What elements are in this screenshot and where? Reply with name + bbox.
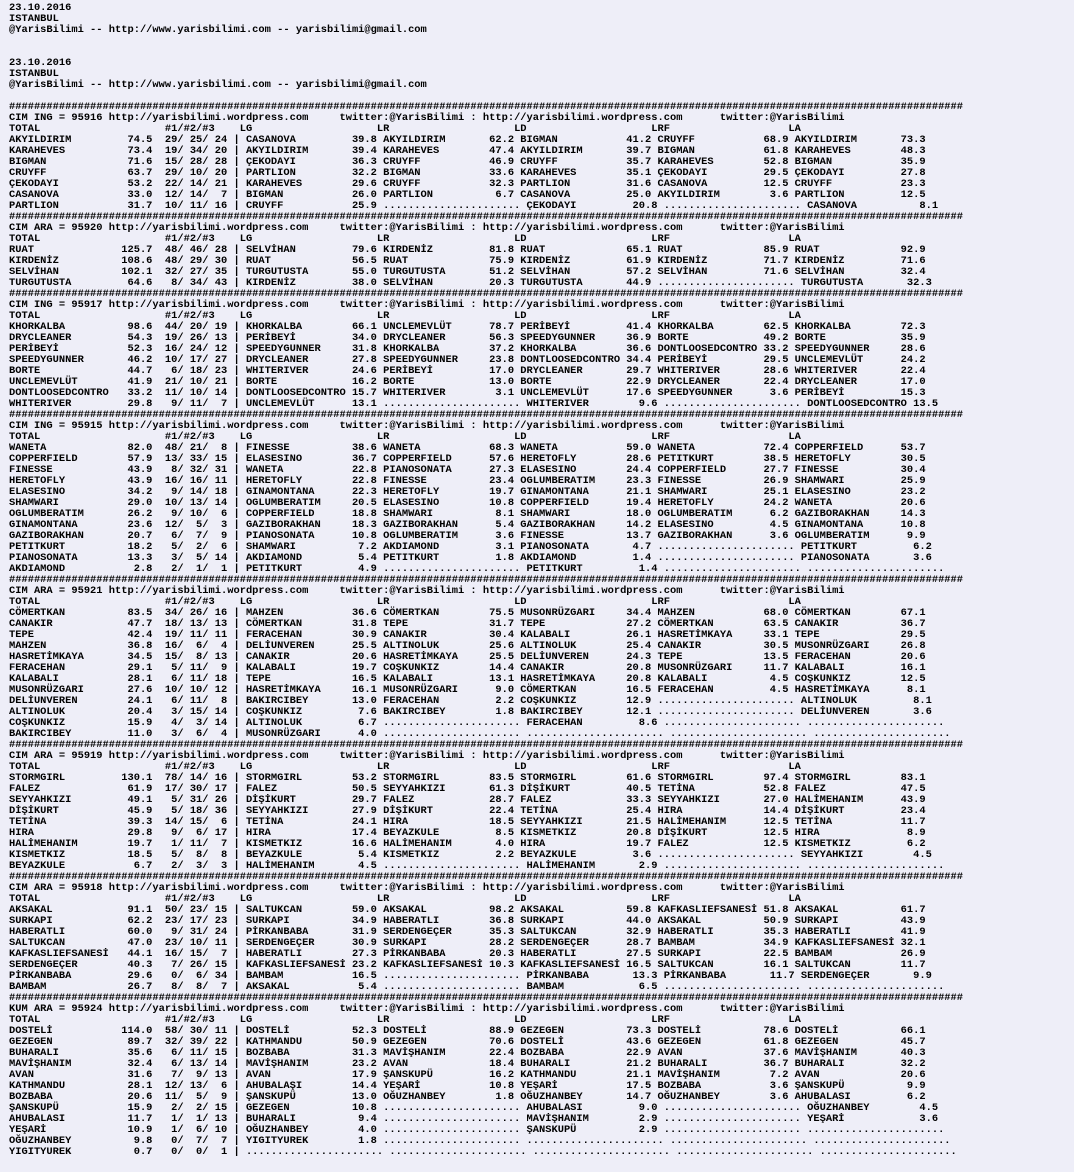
table-row: KIRDENİZ 108.6 48/ 29/ 30 | RUAT 56.5 RUAT 75.9 KIRDENİZ 61.9 KIRDENİZ 71.7 KIRDENİZ 71.6 — [9, 255, 926, 267]
table-row: YEŞARİ 10.9 1/ 6/ 10 | OĞUZHANBEY 4.0 ...................... ŞANSKUPÜ 2.9 ...................... ...................... — [9, 1124, 945, 1136]
table-row: UNCLEMEVLÜT 41.9 21/ 10/ 21 | BORTE 16.2 BORTE 13.0 BORTE 22.9 DRYCLEANER 22.4 DRYCLEANER 17.0 — [9, 376, 926, 388]
header-city: ISTANBUL — [9, 13, 59, 25]
race-block — [9, 212, 963, 289]
column-header: TOTAL #1/#2/#3 LG LR LD LRF LA — [9, 123, 801, 135]
table-row: HALİMEHANIM 19.7 1/ 11/ 7 | KISMETKIZ 16.6 HALİMEHANIM 4.0 HIRA 19.7 FALEZ 12.5 KISMETKIZ 6.2 — [9, 838, 926, 850]
table-row: HASRETİMKAYA 34.5 15/ 8/ 13 | CANAKIR 20.6 HASRETİMKAYA 25.5 DELİUNVEREN 24.3 TEPE 13.5 FERACEHAN 20.6 — [9, 651, 926, 663]
race-block — [9, 993, 963, 1158]
table-row: BAMBAM 26.7 8/ 8/ 7 | AKSAKAL 5.4 ...................... BAMBAM 6.5 ...................... ...................... — [9, 981, 945, 993]
table-row: HERETOFLY 43.9 16/ 16/ 11 | HERETOFLY 22.8 FINESSE 23.4 OGLUMBERATIM 23.3 FINESSE 26.9 SHAMWARI 25.9 — [9, 475, 926, 487]
race-blocks — [9, 102, 963, 1158]
table-row: ELASESINO 34.2 9/ 14/ 18 | GINAMONTANA 22.3 HERETOFLY 19.7 GINAMONTANA 21.1 SHAMWARI 25.1 ELASESINO 23.2 — [9, 486, 926, 498]
blank-line — [9, 36, 963, 47]
separator-line: ######################################################################################################################################################### — [9, 409, 964, 421]
header-date: 23.10.2016 — [9, 2, 72, 14]
table-row: SALTUKCAN 47.0 23/ 10/ 11 | SERDENGEÇER 30.9 SURKAPI 28.2 SERDENGEÇER 28.7 BAMBAM 34.9 KAFKASLIEFSANESİ 32.1 — [9, 937, 926, 949]
table-row: RUAT 125.7 48/ 46/ 28 | SELVİHAN 79.6 KIRDENİZ 81.8 RUAT 65.1 RUAT 85.9 RUAT 92.9 — [9, 244, 926, 256]
table-row: BIGMAN 71.6 15/ 28/ 28 | ÇEKODAYI 36.3 CRUYFF 46.9 CRUYFF 35.7 KARAHEVES 52.8 BIGMAN 35.9 — [9, 156, 926, 168]
race-title: CIM ARA = 95918 http://yarisbilimi.wordpress.com twitter:@YarisBilimi : http://yarisbilimi.wordpress.com twitter:@YarisBilimi — [9, 882, 845, 894]
blank-line — [9, 47, 963, 58]
table-row: BORTE 44.7 6/ 18/ 23 | WHITERIVER 24.6 PERİBEYİ 17.0 DRYCLEANER 29.7 WHITERIVER 28.6 WHITERIVER 22.4 — [9, 365, 926, 377]
table-row: DONTLOOSEDCONTRO 33.2 11/ 10/ 14 | DONTLOOSEDCONTRO 15.7 WHITERIVER 3.1 UNCLEMEVLÜT 17.6 SPEEDYGUNNER 3.6 PERİBEYİ 15.3 — [9, 387, 926, 399]
table-row: COŞKUNKIZ 15.9 4/ 3/ 14 | ALTINOLUK 6.7 ...................... FERACEHAN 8.6 ...................... ...................... — [9, 717, 945, 729]
table-row: SELVİHAN 102.1 32/ 27/ 35 | TURGUTUSTA 55.0 TURGUTUSTA 51.2 SELVİHAN 57.2 SELVİHAN 71.6 SELVİHAN 32.4 — [9, 266, 926, 278]
separator-line: ######################################################################################################################################################### — [9, 101, 964, 113]
table-row: WANETA 82.0 48/ 21/ 8 | FINESSE 38.6 WANETA 68.3 WANETA 59.0 WANETA 72.4 COPPERFIELD 53.7 — [9, 442, 926, 454]
table-row: AVAN 31.6 7/ 9/ 13 | AVAN 17.9 ŞANSKUPÜ 16.2 KATHMANDU 21.1 MAVİŞHANIM 7.2 AVAN 20.6 — [9, 1069, 926, 1081]
table-row: HABERATLI 60.0 9/ 31/ 24 | PİRKANBABA 31.9 SERDENGEÇER 35.3 SALTUKCAN 32.9 HABERATLI 35.3 HABERATLI 41.9 — [9, 926, 926, 938]
table-row: FERACEHAN 29.1 5/ 11/ 9 | KALABALI 19.7 COŞKUNKIZ 14.4 CANAKIR 20.8 MUSONRÜZGARI 11.7 KALABALI 16.1 — [9, 662, 926, 674]
table-row: TEPE 42.4 19/ 11/ 11 | FERACEHAN 30.9 CANAKIR 30.4 KALABALI 26.1 HASRETİMKAYA 33.1 TEPE 29.5 — [9, 629, 926, 641]
table-row: FINESSE 43.9 8/ 32/ 31 | WANETA 22.8 PIANOSONATA 27.3 ELASESINO 24.4 COPPERFIELD 27.7 FINESSE 30.4 — [9, 464, 926, 476]
table-row: GEZEGEN 89.7 32/ 39/ 22 | KATHMANDU 50.9 GEZEGEN 70.6 DOSTELİ 43.6 GEZEGEN 61.8 GEZEGEN 45.7 — [9, 1036, 926, 1048]
separator-line: ######################################################################################################################################################### — [9, 211, 964, 223]
table-row: PETITKURT 18.2 5/ 2/ 6 | SHAMWARI 7.2 AKDIAMOND 3.1 PIANOSONATA 4.7 ...................... PETITKURT 6.2 — [9, 541, 932, 553]
separator-line: ######################################################################################################################################################### — [9, 871, 964, 883]
table-row: KAFKASLIEFSANESİ 44.1 16/ 15/ 7 | HABERATLI 27.3 PİRKANBABA 20.3 HABERATLI 27.5 SURKAPI 22.5 BAMBAM 26.9 — [9, 948, 926, 960]
column-header: TOTAL #1/#2/#3 LG LR LD LRF LA — [9, 1014, 801, 1026]
column-header: TOTAL #1/#2/#3 LG LR LD LRF LA — [9, 596, 801, 608]
race-block — [9, 872, 963, 993]
table-row: FALEZ 61.9 17/ 30/ 17 | FALEZ 50.5 SEYYAHKIZI 61.3 DİŞİKURT 40.5 TETİNA 52.8 FALEZ 47.5 — [9, 783, 926, 795]
table-row: PİRKANBABA 29.6 0/ 6/ 34 | BAMBAM 16.5 ...................... PİRKANBABA 13.3 PİRKANBABA 11.7 SERDENGEÇER 9.9 — [9, 970, 932, 982]
table-row: CRUYFF 63.7 29/ 10/ 20 | PARTLION 32.2 BIGMAN 33.6 KARAHEVES 35.1 ÇEKODAYI 29.5 ÇEKODAYI 27.8 — [9, 167, 926, 179]
table-row: CASANOVA 33.0 12/ 14/ 7 | BIGMAN 26.0 PARTLION 6.7 CASANOVA 25.0 AKYILDIRIM 3.6 PARTLION 12.5 — [9, 189, 926, 201]
table-row: KARAHEVES 73.4 19/ 34/ 20 | AKYILDIRIM 39.4 KARAHEVES 47.4 AKYILDIRIM 39.7 BIGMAN 61.8 KARAHEVES 48.3 — [9, 145, 926, 157]
table-row: TETİNA 39.3 14/ 15/ 6 | TETİNA 24.1 HIRA 18.5 SEYYAHKIZI 21.5 HALİMEHANIM 12.5 TETİNA 11.7 — [9, 816, 926, 828]
header-contact: @YarisBilimi -- http://www.yarisbilimi.com -- yarisbilimi@gmail.com — [9, 79, 427, 91]
table-row: KATHMANDU 28.1 12/ 13/ 6 | AHUBALAŞI 14.4 YEŞARİ 10.8 YEŞARİ 17.5 BOZBABA 3.6 ŞANSKUPÜ 9.9 — [9, 1080, 926, 1092]
column-header: TOTAL #1/#2/#3 LG LR LD LRF LA — [9, 761, 801, 773]
race-title: CIM ARA = 95919 http://yarisbilimi.wordpress.com twitter:@YarisBilimi : http://yarisbilimi.wordpress.com twitter:@YarisBilimi — [9, 750, 845, 762]
table-row: AKSAKAL 91.1 50/ 23/ 15 | SALTUKCAN 59.0 AKSAKAL 98.2 AKSAKAL 59.8 KAFKASLIEFSANESİ 51.8 AKSAKAL 61.7 — [9, 904, 926, 916]
separator-line: ######################################################################################################################################################### — [9, 574, 964, 586]
table-row: TURGUTUSTA 64.6 8/ 34/ 43 | KIRDENİZ 38.0 SELVİHAN 20.3 TURGUTUSTA 44.9 ...................... TURGUTUSTA 32.3 — [9, 277, 932, 289]
column-header: TOTAL #1/#2/#3 LG LR LD LRF LA — [9, 310, 801, 322]
column-header: TOTAL #1/#2/#3 LG LR LD LRF LA — [9, 893, 801, 905]
header-city: ISTANBUL — [9, 68, 59, 80]
table-row: BOZBABA 20.6 11/ 5/ 9 | ŞANSKUPÜ 13.0 OĞUZHANBEY 1.8 OĞUZHANBEY 14.7 OĞUZHANBEY 3.6 AHUBALASI 6.2 — [9, 1091, 926, 1103]
table-row: PIANOSONATA 13.3 3/ 5/ 14 | AKDIAMOND 5.4 PETITKURT 1.8 AKDIAMOND 1.4 ...................... PIANOSONATA 3.6 — [9, 552, 932, 564]
race-block — [9, 740, 963, 872]
table-row: MAVİŞHANIM 32.4 6/ 13/ 14 | MAVİŞHANIM 23.2 AVAN 18.4 BUHARALI 21.2 BUHARALI 36.7 BUHARALI 32.2 — [9, 1058, 926, 1070]
table-row: KISMETKIZ 18.5 5/ 8/ 8 | BEYAZKULE 5.4 KISMETKIZ 2.2 BEYAZKULE 3.6 ...................... SEYYAHKIZI 4.5 — [9, 849, 932, 861]
table-row: PARTLION 31.7 10/ 11/ 16 | CRUYFF 25.9 ...................... ÇEKODAYI 20.8 ...................... CASANOVA 8.1 — [9, 200, 939, 212]
race-title: CIM ING = 95915 http://yarisbilimi.wordpress.com twitter:@YarisBilimi : http://yarisbilimi.wordpress.com twitter:@YarisBilimi — [9, 420, 845, 432]
report-text — [9, 3, 963, 1158]
table-row: SURKAPI 62.2 23/ 17/ 23 | SURKAPI 34.9 HABERATLI 36.8 SURKAPI 44.0 AKSAKAL 50.9 SURKAPI 43.9 — [9, 915, 926, 927]
table-row: AKYILDIRIM 74.5 29/ 25/ 24 | CASANOVA 39.8 AKYILDIRIM 62.2 BIGMAN 41.2 CRUYFF 68.9 AKYILDIRIM 73.3 — [9, 134, 926, 146]
race-block — [9, 575, 963, 740]
table-row: DRYCLEANER 54.3 19/ 26/ 13 | PERİBEYİ 34.0 DRYCLEANER 56.3 SPEEDYGUNNER 36.9 BORTE 49.2 BORTE 35.9 — [9, 332, 926, 344]
table-row: ÇEKODAYI 53.2 22/ 14/ 21 | KARAHEVES 29.6 CRUYFF 32.3 PARTLION 31.6 CASANOVA 12.5 CRUYFF 23.3 — [9, 178, 926, 190]
race-title: CIM ARA = 95920 http://yarisbilimi.wordpress.com twitter:@YarisBilimi : http://yarisbilimi.wordpress.com twitter:@YarisBilimi — [9, 222, 845, 234]
table-row: COPPERFIELD 57.9 13/ 33/ 15 | ELASESINO 36.7 COPPERFIELD 57.6 HERETOFLY 28.6 PETITKURT 38.5 HERETOFLY 30.5 — [9, 453, 926, 465]
table-row: HIRA 29.8 9/ 6/ 17 | HIRA 17.4 BEYAZKULE 8.5 KISMETKIZ 20.8 DİŞİKURT 12.5 HIRA 8.9 — [9, 827, 926, 839]
race-title: CIM ING = 95917 http://yarisbilimi.wordpress.com twitter:@YarisBilimi : http://yarisbilimi.wordpress.com twitter:@YarisBilimi — [9, 299, 845, 311]
table-row: BEYAZKULE 6.7 2/ 3/ 3 | HALİMEHANIM 4.5 ...................... HALİMEHANIM 2.9 ...................... ...................... — [9, 860, 945, 872]
table-row: MAHZEN 36.8 16/ 6/ 4 | DELİUNVEREN 25.5 ALTINOLUK 25.6 ALTINOLUK 25.4 CANAKIR 30.5 MUSONRÜZGARI 26.8 — [9, 640, 926, 652]
separator-line: ######################################################################################################################################################### — [9, 288, 964, 300]
table-row: CÖMERTKAN 83.5 34/ 26/ 16 | MAHZEN 36.6 CÖMERTKAN 75.5 MUSONRÜZGARI 34.4 MAHZEN 68.0 CÖMERTKAN 67.1 — [9, 607, 926, 619]
table-row: BUHARALI 35.6 6/ 11/ 15 | BOZBABA 31.3 MAVİŞHANIM 22.4 BOZBABA 22.9 AVAN 37.6 MAVİŞHANIM 40.3 — [9, 1047, 926, 1059]
header-contact: @YarisBilimi -- http://www.yarisbilimi.com -- yarisbilimi@gmail.com — [9, 24, 427, 36]
table-row: SPEEDYGUNNER 46.2 10/ 17/ 27 | DRYCLEANER 27.8 SPEEDYGUNNER 23.8 DONTLOOSEDCONTRO 34.4 PERİBEYİ 29.5 UNCLEMEVLÜT 24.2 — [9, 354, 926, 366]
table-row: AKDIAMOND 2.8 2/ 1/ 1 | PETITKURT 4.9 ...................... PETITKURT 1.4 ...................... ...................... — [9, 563, 945, 575]
table-row: DOSTELİ 114.0 58/ 30/ 11 | DOSTELİ 52.3 DOSTELİ 88.9 GEZEGEN 73.3 DOSTELİ 78.6 DOSTELİ 66.1 — [9, 1025, 926, 1037]
table-row: AHUBALASI 11.7 1/ 1/ 13 | BUHARALI 9.4 ...................... MAVİŞHANIM 2.9 ...................... YEŞARİ 3.6 — [9, 1113, 939, 1125]
table-row: SEYYAHKIZI 49.1 5/ 31/ 26 | DİŞİKURT 29.7 FALEZ 28.7 FALEZ 33.3 SEYYAHKIZI 27.0 HALİMEHANIM 43.9 — [9, 794, 926, 806]
table-row: PERİBEYİ 52.3 16/ 24/ 12 | SPEEDYGUNNER 31.8 KHORKALBA 37.2 KHORKALBA 36.6 DONTLOOSEDCONTRO 33.2 SPEEDYGUNNER 28.6 — [9, 343, 926, 355]
table-row: GINAMONTANA 23.6 12/ 5/ 3 | GAZIBORAKHAN 18.3 GAZIBORAKHAN 5.4 GAZIBORAKHAN 14.2 ELASESINO 4.5 GINAMONTANA 10.8 — [9, 519, 926, 531]
table-row: DİŞİKURT 45.9 5/ 18/ 36 | SEYYAHKIZI 27.9 DİŞİKURT 22.4 TETİNA 25.4 HIRA 14.4 DİŞİKURT 23.4 — [9, 805, 926, 817]
separator-line: ######################################################################################################################################################### — [9, 739, 964, 751]
race-title: KUM ARA = 95924 http://yarisbilimi.wordpress.com twitter:@YarisBilimi : http://yarisbilimi.wordpress.com twitter:@YarisBilimi — [9, 1003, 845, 1015]
header-date: 23.10.2016 — [9, 57, 72, 69]
table-row: SERDENGEÇER 40.3 7/ 26/ 15 | KAFKASLIEFSANESİ 23.2 KAFKASLIEFSANESİ 10.3 KAFKASLIEFSANESİ 16.5 SALTUKCAN 16.1 SALTUKCAN 11.7 — [9, 959, 926, 971]
table-row: YIGITYUREK 0.7 0/ 0/ 1 | ...................... ...................... ...................... ...................... ...................... — [9, 1146, 957, 1158]
table-row: OĞUZHANBEY 9.8 0/ 7/ 7 | YIGITYUREK 1.8 ...................... ...................... ...................... ...................... — [9, 1135, 951, 1147]
table-row: STORMGIRL 130.1 78/ 14/ 16 | STORMGIRL 53.2 STORMGIRL 83.5 STORMGIRL 61.6 STORMGIRL 97.4 STORMGIRL 83.1 — [9, 772, 926, 784]
column-header: TOTAL #1/#2/#3 LG LR LD LRF LA — [9, 233, 801, 245]
race-title: CIM ING = 95916 http://yarisbilimi.wordpress.com twitter:@YarisBilimi : http://yarisbilimi.wordpress.com twitter:@YarisBilimi — [9, 112, 845, 124]
table-row: SHAMWARI 29.0 10/ 13/ 14 | OGLUMBERATIM 20.5 ELASESINO 10.8 COPPERFIELD 19.4 HERETOFLY 24.2 WANETA 20.6 — [9, 497, 926, 509]
table-row: CANAKIR 47.7 18/ 13/ 13 | CÖMERTKAN 31.8 TEPE 31.7 TEPE 27.2 CÖMERTKAN 63.5 CANAKIR 36.7 — [9, 618, 926, 630]
table-row: ALTINOLUK 20.4 3/ 15/ 14 | COŞKUNKIZ 7.6 BAKIRCIBEY 1.8 BAKIRCIBEY 12.1 ...................... DELİUNVEREN 3.6 — [9, 706, 932, 718]
separator-line: ######################################################################################################################################################### — [9, 992, 964, 1004]
table-row: GAZIBORAKHAN 20.7 6/ 7/ 9 | PIANOSONATA 10.8 OGLUMBERATIM 3.6 FINESSE 13.7 GAZIBORAKHAN 3.6 OGLUMBERATIM 9.9 — [9, 530, 926, 542]
race-block — [9, 410, 963, 575]
table-row: KALABALI 28.1 6/ 11/ 18 | TEPE 16.5 KALABALI 13.1 HASRETİMKAYA 20.8 KALABALI 4.5 COŞKUNKIZ 12.5 — [9, 673, 926, 685]
column-header: TOTAL #1/#2/#3 LG LR LD LRF LA — [9, 431, 801, 443]
table-row: DELİUNVEREN 24.1 6/ 11/ 8 | BAKIRCIBEY 13.0 FERACEHAN 2.2 COŞKUNKIZ 12.9 ...................... ALTINOLUK 8.1 — [9, 695, 932, 707]
table-row: BAKIRCIBEY 11.0 3/ 6/ 4 | MUSONRÜZGARI 4.0 ...................... ...................... ...................... ...................... — [9, 728, 951, 740]
race-block — [9, 102, 963, 212]
table-row: KHORKALBA 98.6 44/ 20/ 19 | KHORKALBA 66.1 UNCLEMEVLÜT 78.7 PERİBEYİ 41.4 KHORKALBA 62.5 KHORKALBA 72.3 — [9, 321, 926, 333]
table-row: WHITERIVER 29.8 9/ 11/ 7 | UNCLEMEVLÜT 13.1 ...................... WHITERIVER 9.6 ...................... DONTLOOSEDCONTRO 13.5 — [9, 398, 939, 410]
table-row: MUSONRÜZGARI 27.6 10/ 10/ 12 | HASRETİMKAYA 16.1 MUSONRÜZGARI 9.0 CÖMERTKAN 16.5 FERACEHAN 4.5 HASRETİMKAYA 8.1 — [9, 684, 926, 696]
race-block — [9, 289, 963, 410]
table-row: ŞANSKUPÜ 15.9 2/ 2/ 15 | GEZEGEN 10.8 ...................... AHUBALASI 9.0 ...................... OĞUZHANBEY 4.5 — [9, 1102, 939, 1114]
table-row: OGLUMBERATIM 26.2 9/ 10/ 6 | COPPERFIELD 18.8 SHAMWARI 8.1 SHAMWARI 18.0 OGLUMBERATIM 6.2 GAZIBORAKHAN 14.3 — [9, 508, 926, 520]
header — [9, 3, 963, 102]
race-title: CIM ARA = 95921 http://yarisbilimi.wordpress.com twitter:@YarisBilimi : http://yarisbilimi.wordpress.com twitter:@YarisBilimi — [9, 585, 845, 597]
